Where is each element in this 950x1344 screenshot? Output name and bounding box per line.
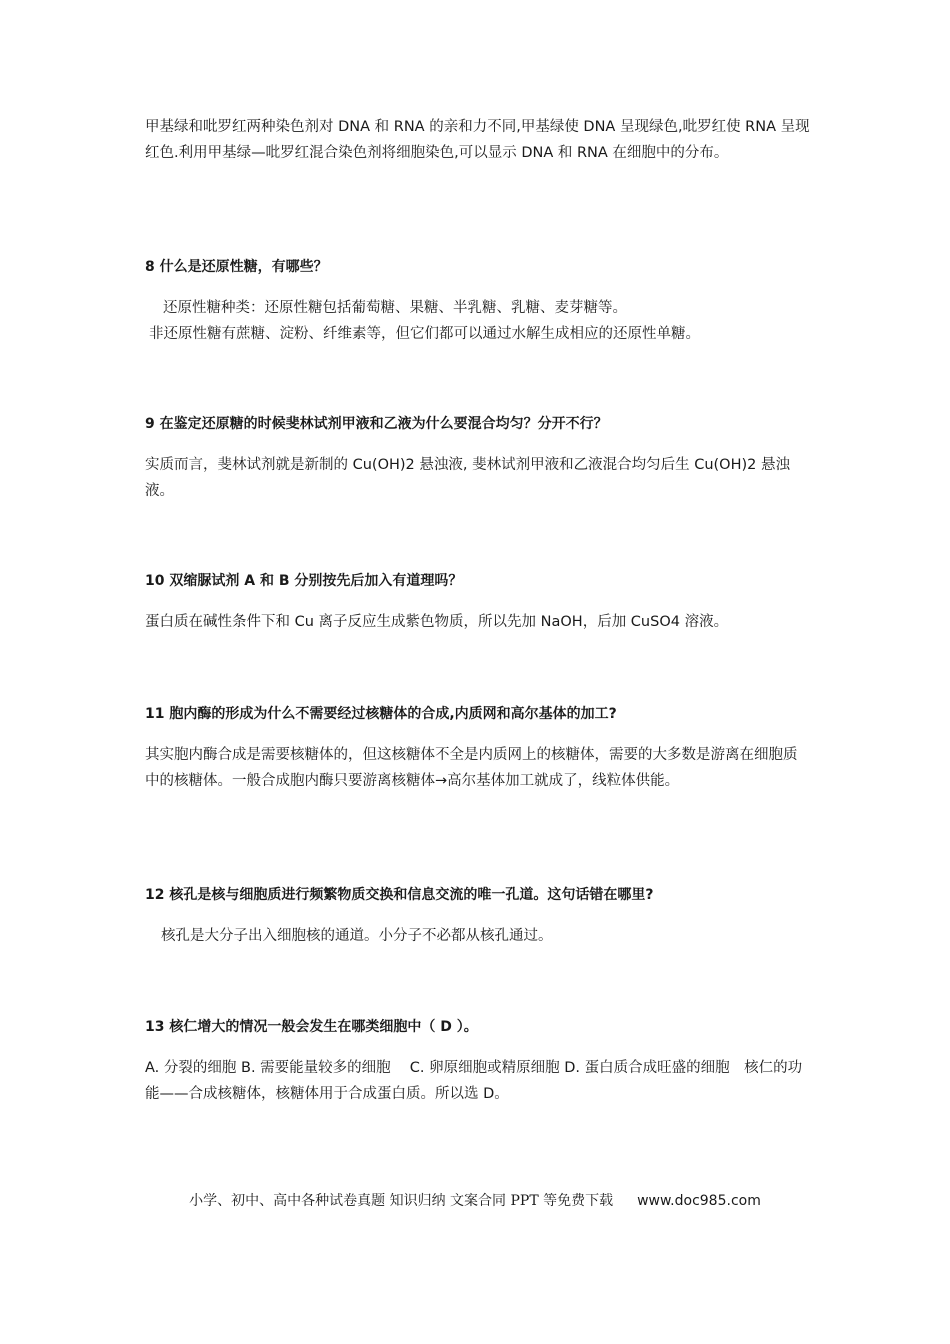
footer-text: 小学、初中、高中各种试卷真题 知识归纳 文案合同 PPT 等免费下载 bbox=[189, 1193, 614, 1209]
question-8-heading: 8 什么是还原性糖，有哪些？ bbox=[145, 259, 328, 275]
question-9-section bbox=[145, 413, 810, 504]
intro-section bbox=[145, 114, 810, 166]
question-11-answer: 其实胞内酶合成是需要核糖体的，但这核糖体不全是内质网上的核糖体，需要的大多数是游离在细胞质中的核糖体。一般合成胞内酶只要游离核糖体→高尔基体加工就成了，线粒体供能。 bbox=[145, 747, 798, 789]
page-footer bbox=[0, 1190, 950, 1212]
question-12-answer: 核孔是大分子出入细胞核的通道。小分子不必都从核孔通过。 bbox=[161, 928, 553, 944]
question-8-answer-line-1: 还原性糖种类：还原性糖包括葡萄糖、果糖、半乳糖、乳糖、麦芽糖等。 bbox=[163, 300, 627, 316]
question-9-answer: 实质而言，斐林试剂就是新制的 Cu(OH)2 悬浊液, 斐林试剂甲液和乙液混合均匀后生 Cu(OH)2 悬浊液。 bbox=[145, 457, 790, 499]
question-12-heading: 12 核孔是核与细胞质进行频繁物质交换和信息交流的唯一孔道。这句话错在哪里? bbox=[145, 887, 654, 903]
question-9-heading: 9 在鉴定还原糖的时候斐林试剂甲液和乙液为什么要混合均匀？分开不行？ bbox=[145, 416, 608, 432]
question-11-heading: 11 胞内酶的形成为什么不需要经过核糖体的合成,内质网和高尔基体的加工? bbox=[145, 706, 617, 722]
question-10-heading: 10 双缩脲试剂 A 和 B 分别按先后加入有道理吗？ bbox=[145, 573, 463, 589]
intro-paragraph: 甲基绿和吡罗红两种染色剂对 DNA 和 RNA 的亲和力不同,甲基绿使 DNA 呈现绿色,吡罗红使 RNA 呈现红色.利用甲基绿—吡罗红混合染色剂将细胞染色,可以显示 DNA 和 RNA 在细胞中的分布。 bbox=[145, 119, 810, 161]
question-8-section bbox=[145, 256, 810, 347]
question-10-section bbox=[145, 570, 810, 635]
question-12-section bbox=[145, 884, 810, 949]
question-11-section bbox=[145, 703, 810, 794]
question-13-heading: 13 核仁增大的情况一般会发生在哪类细胞中（ D ）。 bbox=[145, 1019, 478, 1035]
question-8-answer-line-2: 非还原性糖有蔗糖、淀粉、纤维素等，但它们都可以通过水解生成相应的还原性单糖。 bbox=[149, 326, 700, 342]
question-10-answer: 蛋白质在碱性条件下和 Cu 离子反应生成紫色物质，所以先加 NaOH，后加 CuSO4 溶液。 bbox=[145, 614, 729, 630]
question-13-section bbox=[145, 1016, 810, 1107]
question-13-answer: A. 分裂的细胞 B. 需要能量较多的细胞 C. 卵原细胞或精原细胞 D. 蛋白质合成旺盛的细胞 核仁的功能——合成核糖体，核糖体用于合成蛋白质。所以选 D。 bbox=[145, 1060, 803, 1102]
footer-url-link[interactable]: www.doc985.com bbox=[637, 1193, 761, 1209]
